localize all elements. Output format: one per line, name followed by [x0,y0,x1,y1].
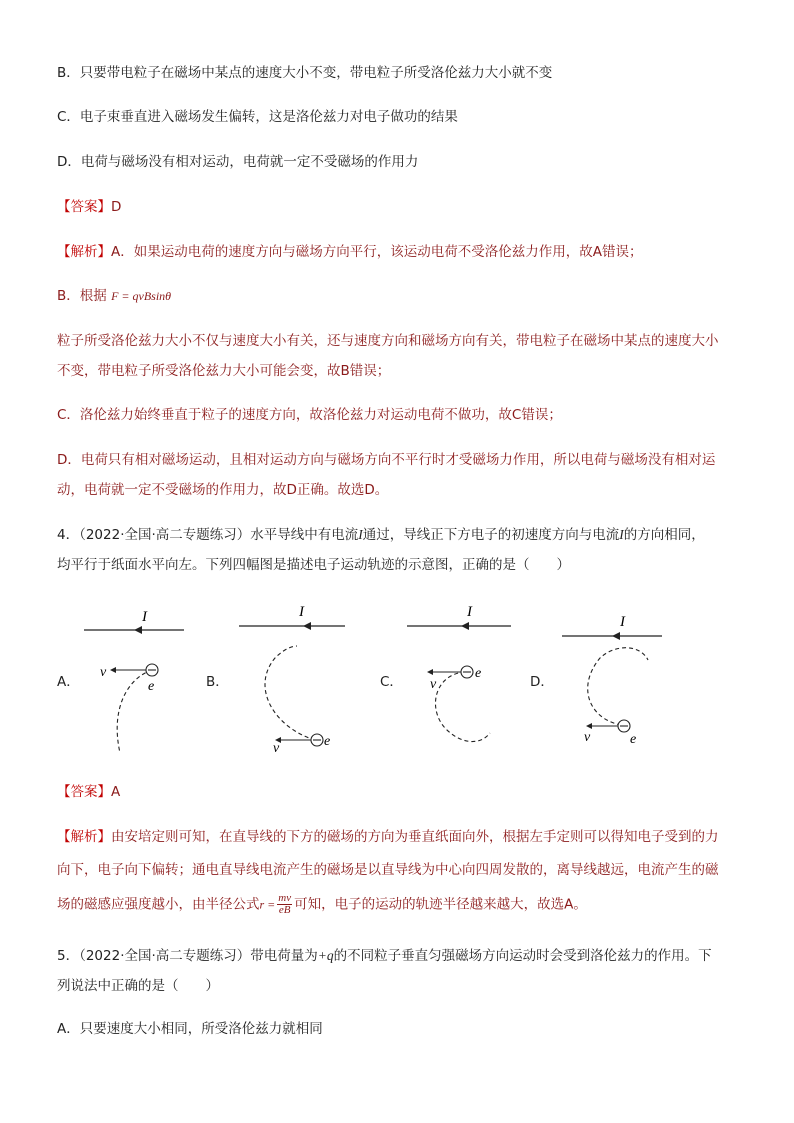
fraction-numerator: mv [278,892,292,904]
trajectory-arc [588,648,648,726]
q3-option-d: D．电荷与磁场没有相对运动，电荷就一定不受磁场的作用力 [57,154,419,170]
analysis-a-text: A．如果运动电荷的速度方向与磁场方向平行，该运动电荷不受洛伦兹力作用，故A错误； [111,244,643,260]
electron-label: e [475,666,482,681]
trajectory-arc [117,670,155,753]
velocity-arrow-icon [110,667,116,673]
current-label: I [142,609,147,625]
velocity-label: v [273,741,280,756]
q5-stem-line2: 列说法中正确的是（ ） [57,978,219,994]
current-arrow-icon [612,632,620,640]
trajectory-arc [435,672,490,742]
answer-value: D [111,199,122,215]
electron-label: e [630,732,637,747]
q3-option-b: B．只要带电粒子在磁场中某点的速度大小不变，带电粒子所受洛伦兹力大小就不变 [57,65,553,81]
q3-analysis-d-line1: D．电荷只有相对磁场运动，且相对运动方向与磁场方向不平行时才受磁场力作用，所以电荷与磁场没有相对运 [57,452,716,468]
electron-label: e [148,679,155,694]
q4-figure-d [560,598,670,758]
q3-analysis-c: C．洛伦兹力始终垂直于粒子的速度方向，故洛伦兹力对运动电荷不做功，故C错误； [57,407,562,423]
velocity-arrow-icon [586,723,592,729]
q4-figure-c [405,598,515,758]
q4-label-a: A． [57,674,80,690]
current-arrow-icon [134,626,142,634]
q4-stem-line1 [57,525,705,545]
current-label: I [299,604,304,620]
q4-analysis-line2: 向下，电子向下偏转；通电直导线电流产生的磁场是以直导线为中心向四周发散的，离导线越远，电流产生的磁 [57,862,719,878]
analysis-line3-a: 场的磁感应强度越小，由半径公式 [57,896,260,913]
q4-label-b: B． [206,674,229,690]
electron-label: e [324,734,331,749]
analysis-line1-text: 由安培定则可知，在直导线的下方的磁场的方向为垂直纸面向外，根据左手定则可以得知电子受到的力 [111,829,719,845]
radius-symbol: r = [259,897,276,912]
velocity-arrow-icon [427,669,433,675]
lorentz-formula: F = qvBsinθ [111,289,172,303]
q3-analysis-b-line2: 不变，带电粒子所受洛伦兹力大小可能会变，故B错误； [57,363,391,379]
velocity-label: v [430,677,437,692]
current-label: I [467,604,472,620]
analysis-tag: 【解析】 [57,244,111,260]
q4-stem-part-a: 4．（2022·全国·高二专题练习）水平导线中有电流 [57,527,359,543]
q4-answer [57,782,120,802]
q4-stem-part-c: 的方向相同， [623,527,705,543]
velocity-label: v [584,730,591,745]
q4-analysis-line3 [57,893,587,916]
q5-stem-part-b: 的不同粒子垂直匀强磁场方向运动时会受到洛伦兹力的作用。下 [333,948,712,964]
current-label: I [620,614,625,630]
q3-analysis-b-formula-line [57,286,171,306]
current-arrow-icon [303,622,311,630]
analysis-tag: 【解析】 [57,829,111,845]
q5-option-a: A．只要速度大小相同，所受洛伦兹力就相同 [57,1021,323,1037]
answer-value: A [111,784,121,800]
q4-var-i-1: I [358,527,363,542]
radius-fraction [277,893,292,916]
q4-stem-part-b: 通过，导线正下方电子的初速度方向与电流 [362,527,620,543]
q5-stem-part-a: 5．（2022·全国·高二专题练习）带电荷量为 [57,948,318,964]
q3-analysis-b-line1: 粒子所受洛伦兹力大小不仅与速度大小有关，还与速度方向和磁场方向有关，带电粒子在磁场中某点的速度大小 [57,333,719,349]
q4-var-i-2: I [619,527,624,542]
q3-analysis-a [57,242,642,262]
q4-figure-b [235,598,355,758]
q4-label-c: C． [380,674,403,690]
q3-analysis-d-line2: 动，电荷就一定不受磁场的作用力，故D正确。故选D。 [57,482,389,498]
answer-tag: 【答案】 [57,199,111,215]
q5-stem-line1 [57,946,712,966]
q4-label-d: D． [530,674,554,690]
q4-analysis-line1 [57,827,719,847]
analysis-b-prefix: B．根据 [57,288,107,304]
q3-answer [57,197,121,217]
q4-stem-line2: 均平行于纸面水平向左。下列四幅图是描述电子运动轨迹的示意图，正确的是（ ） [57,557,570,573]
answer-tag: 【答案】 [57,784,111,800]
current-arrow-icon [461,622,469,630]
q3-option-c: C．电子束垂直进入磁场发生偏转，这是洛伦兹力对电子做功的结果 [57,109,458,125]
analysis-line3-b: 可知，电子的运动的轨迹半径越来越大，故选A。 [294,896,587,913]
trajectory-arc [265,646,315,740]
fraction-denominator: eB [278,904,291,916]
velocity-label: v [100,665,107,680]
q4-figure-a [80,598,190,763]
q5-charge: +q [317,948,334,963]
